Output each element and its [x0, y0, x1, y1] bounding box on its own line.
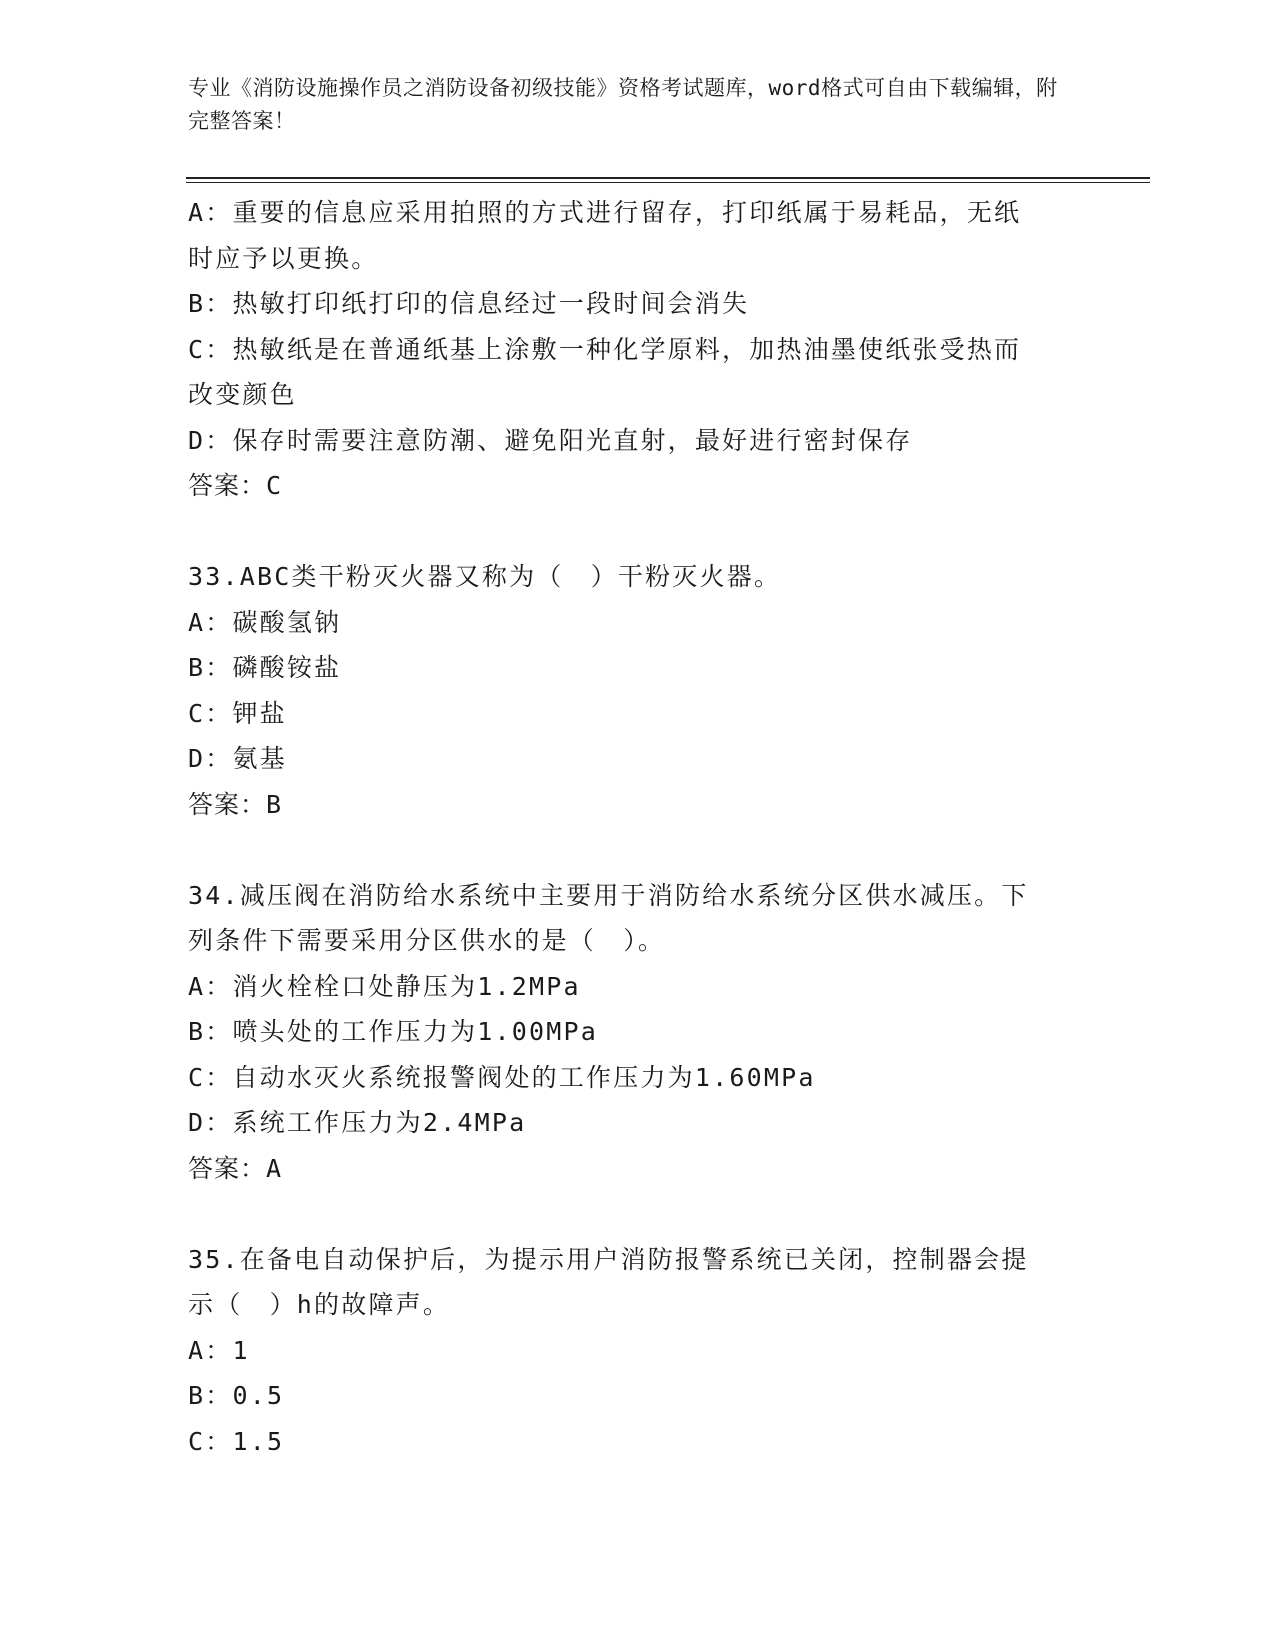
- q35-option-c: C：1.5: [188, 1426, 285, 1456]
- question-34: [188, 873, 1068, 1192]
- q33-answer-value: B: [266, 789, 283, 819]
- question-33: [188, 554, 1068, 827]
- spacer: [188, 827, 1068, 873]
- header-divider-thick: [186, 177, 1150, 179]
- q33-stem: 33.ABC类干粉灭火器又称为（ ）干粉灭火器。: [188, 562, 782, 591]
- q34-answer-value: A: [266, 1153, 283, 1183]
- q33-option-b: B：磷酸铵盐: [188, 653, 342, 682]
- document-header: [188, 72, 1068, 138]
- q32-option-b: B：热敏打印纸打印的信息经过一段时间会消失: [188, 289, 750, 318]
- question-content: [188, 190, 1068, 1464]
- q33-answer-label: 答案：: [188, 789, 267, 819]
- q32-option-c-line-2: 改变颜色: [188, 380, 297, 409]
- q33-option-d: D：氨基: [188, 744, 287, 773]
- spacer: [188, 1191, 1068, 1237]
- question-35: [188, 1237, 1068, 1465]
- q34-option-d: D：系统工作压力为2.4MPa: [188, 1108, 527, 1137]
- q33-option-c: C：钾盐: [188, 698, 287, 728]
- q35-option-a: A：1: [188, 1335, 250, 1365]
- q32-option-d: D：保存时需要注意防潮、避免阳光直射，最好进行密封保存: [188, 425, 913, 455]
- q32-answer-value: C: [266, 471, 283, 500]
- q34-option-b: B：喷头处的工作压力为1.00MPa: [188, 1017, 599, 1046]
- q35-option-b: B：0.5: [188, 1381, 285, 1410]
- q33-option-a: A：碳酸氢钠: [188, 607, 342, 637]
- q34-answer-label: 答案：: [188, 1153, 267, 1183]
- q34-option-a: A：消火栓栓口处静压为1.2MPa: [188, 971, 581, 1001]
- question-32-continued: [188, 190, 1068, 509]
- q34-answer: [188, 1146, 1068, 1192]
- q33-answer: [188, 782, 1068, 828]
- spacer: [188, 509, 1068, 555]
- q32-answer-label: 答案：: [188, 471, 267, 500]
- q34-option-c: C：自动水灭火系统报警阀处的工作压力为1.60MPa: [188, 1062, 816, 1092]
- header-divider-thin: [186, 182, 1150, 183]
- q35-stem-line-1: 35.在备电自动保护后，为提示用户消防报警系统已关闭，控制器会提: [188, 1244, 1029, 1274]
- q34-stem-line-2: 列条件下需要采用分区供水的是（ ）。: [188, 926, 666, 955]
- header-text: 专业《消防设施操作员之消防设备初级技能》资格考试题库，word格式可自由下载编辑，附完整答案！: [188, 76, 1058, 133]
- q32-option-a-line-1: A：重要的信息应采用拍照的方式进行留存，打印纸属于易耗品，无纸: [188, 198, 1022, 227]
- q34-stem-line-1: 34.减压阀在消防给水系统中主要用于消防给水系统分区供水减压。下: [188, 880, 1029, 910]
- q32-option-c-line-1: C：热敏纸是在普通纸基上涂敷一种化学原料，加热油墨使纸张受热而: [188, 334, 1022, 364]
- q35-stem-line-2: 示（ ）h的故障声。: [188, 1290, 451, 1319]
- q32-option-a-line-2: 时应予以更换。: [188, 243, 379, 273]
- q32-answer: [188, 463, 1068, 509]
